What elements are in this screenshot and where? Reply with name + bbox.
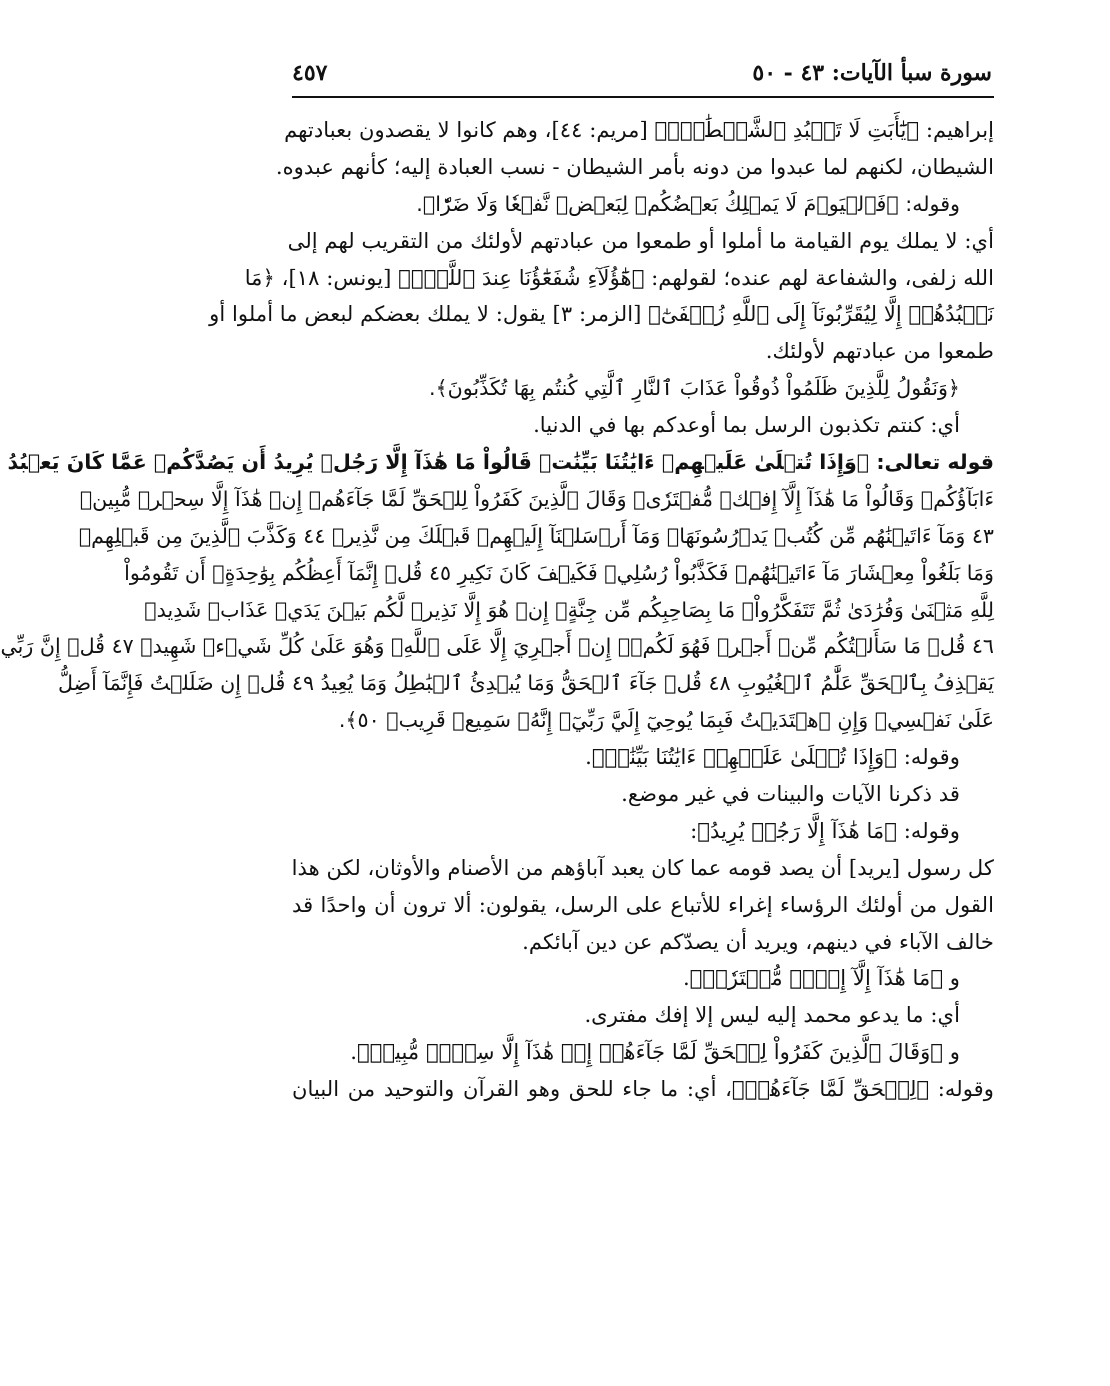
running-title: سورة سبأ الآيات: ٤٣ - ٥٠	[752, 60, 992, 86]
text-line: خالف الآباء في دينهم، ويريد أن يصدّكم عن دين آبائكم.	[522, 928, 994, 954]
text-line: ءَابَآؤُكُمۡ وَقَالُواْ مَا هَٰذَآ إِلَّآ إِفۡكٞ مُّفۡتَرٗىۚ وَقَالَ ٱلَّذِينَ كَفَرُواْ لِلۡحَقِّ لَمَّا جَآءَهُمۡ إِنۡ هَٰذَآ إِلَّا سِحۡرٞ مُّبِينٞ	[79, 486, 994, 511]
text-line: وقوله: ﴿فَٱلۡيَوۡمَ لَا يَمۡلِكُ بَعۡضُكُمۡ لِبَعۡضٖ نَّفۡعٗا وَلَا ضَرّٗا﴾.	[416, 191, 960, 216]
text-line: نَعۡبُدُهُمۡ إِلَّا لِيُقَرِّبُونَآ إِلَى ٱللَّهِ زُلۡفَىٰٓ﴾ [الزمر: ٣] يقول: لا يملك بعضكم لبعض ما أملوا أو	[209, 301, 994, 327]
text-line: وقوله: ﴿لِلۡحَقِّ لَمَّا جَآءَهُمۡ﴾، أي: ما جاء للحق وهو القرآن والتوحيد من البيان	[292, 1076, 994, 1102]
text-line: و ﴿وَقَالَ ٱلَّذِينَ كَفَرُواْ لِلۡحَقِّ لَمَّا جَآءَهُمۡ إِنۡ هَٰذَآ إِلَّا سِحۡرٞ مُّبِينٞ﴾.	[350, 1039, 960, 1065]
text-line: وقوله: ﴿وَإِذَا تُتۡلَىٰ عَلَيۡهِمۡ ءَايَٰتُنَا بَيِّنَٰتٖ﴾.	[585, 744, 960, 770]
page-number: ٤٥٧	[292, 60, 328, 86]
text-line: يَقۡذِفُ بِٱلۡحَقِّ عَلَّٰمُ ٱلۡغُيُوبِ ٤٨ قُلۡ جَآءَ ٱلۡحَقُّ وَمَا يُبۡدِئُ ٱلۡبَٰطِلُ وَمَا يُعِيدُ ٤٩ قُلۡ إِن ضَلَلۡتُ فَإِنَّمَآ أَضِلُّ	[57, 671, 994, 696]
text-line: كل رسول [يريد] أن يصد قومه عما كان يعبد آباؤهم من الأصنام والأوثان، لكن هذا	[291, 854, 994, 880]
text-line: وَمَا بَلَغُواْ مِعۡشَارَ مَآ ءَاتَيۡنَٰهُمۡ فَكَذَّبُواْ رُسُلِيۖ فَكَيۡفَ كَانَ نَكِيرِ ٤٥ قُلۡ إِنَّمَآ أَعِظُكُم بِوَٰحِدَةٍۖ أَن تَقُومُواْ	[124, 560, 994, 585]
text-line: قوله تعالى: ﴿وَإِذَا تُتۡلَىٰ عَلَيۡهِمۡ ءَايَٰتُنَا بَيِّنَٰتٖ قَالُواْ مَا هَٰذَآ إِلَّا رَجُلٞ يُرِيدُ أَن يَصُدَّكُمۡ عَمَّا كَانَ يَعۡبُدُ	[7, 450, 994, 475]
text-line: عَلَىٰ نَفۡسِيۖ وَإِنِ ٱهۡتَدَيۡتُ فَبِمَا يُوحِيٓ إِلَيَّ رَبِّيٓۚ إِنَّهُۥ سَمِيعٞ قَرِيبٞ ٥٠﴾.	[338, 708, 994, 733]
text-line: الشيطان، لكنهم لما عبدوا من دونه بأمر الشيطان - نسب العبادة إليه؛ كأنهم عبدوه.	[275, 153, 994, 179]
text-line: إبراهيم: ﴿يَٰٓأَبَتِ لَا تَعۡبُدِ ٱلشَّيۡطَٰنَۖ﴾ [مريم: ٤٤]، وهم كانوا لا يقصدون بعبادتهم	[284, 117, 994, 142]
header-rule	[292, 96, 994, 98]
text-line: لِلَّهِ مَثۡنَىٰ وَفُرَٰدَىٰ ثُمَّ تَتَفَكَّرُواْۚ مَا بِصَاحِبِكُم مِّن جِنَّةٍۚ إِنۡ هُوَ إِلَّا نَذِيرٞ لَّكُم بَيۡنَ يَدَيۡ عَذَابٖ شَدِيدٖ	[144, 597, 994, 622]
text-line: طمعوا من عبادتهم لأولئك.	[765, 338, 994, 364]
text-line: أي: كنتم تكذبون الرسل بما أوعدكم بها في الدنيا.	[533, 412, 960, 438]
text-line: ٤٦ قُلۡ مَا سَأَلۡتُكُم مِّنۡ أَجۡرٖ فَهُوَ لَكُمۡۖ إِنۡ أَجۡرِيَ إِلَّا عَلَى ٱللَّهِۖ وَهُوَ عَلَىٰ كُلِّ شَيۡءٖ شَهِيدٞ ٤٧ قُلۡ إِنَّ رَبِّي	[0, 634, 994, 659]
text-line: الله زلفى، والشفاعة لهم عنده؛ لقولهم: ﴿هَٰٓؤُلَآءِ شُفَعَٰٓؤُنَا عِندَ ٱللَّهِۚ﴾ [يونس: ١٨]، ﴿مَا	[244, 264, 994, 290]
page-header	[292, 58, 992, 98]
body-text	[0, 112, 994, 1108]
text-line: ﴿وَنَقُولُ لِلَّذِينَ ظَلَمُواْ ذُوقُواْ عَذَابَ ٱلنَّارِ ٱلَّتِي كُنتُم بِهَا تُكَذِّبُونَ﴾.	[429, 376, 960, 401]
text-line: ٤٣ وَمَآ ءَاتَيۡنَٰهُم مِّن كُتُبٖ يَدۡرُسُونَهَاۖ وَمَآ أَرۡسَلۡنَآ إِلَيۡهِمۡ قَبۡلَكَ مِن نَّذِيرٖ ٤٤ وَكَذَّبَ ٱلَّذِينَ مِن قَبۡلِهِمۡ	[78, 523, 994, 548]
text-line: و ﴿مَا هَٰذَآ إِلَّآ إِفۡكٞ مُّفۡتَرٗىۚ﴾.	[682, 965, 960, 991]
text-line: أي: لا يملك يوم القيامة ما أملوا أو طمعوا من عبادتهم لأولئك من التقريب لهم إلى	[287, 227, 994, 253]
text-line: أي: ما يدعو محمد إليه ليس إلا إفك مفترى.	[584, 1002, 960, 1028]
text-line: وقوله: ﴿مَا هَٰذَآ إِلَّا رَجُلٞ يُرِيدُ﴾:	[690, 817, 960, 843]
text-line: قد ذكرنا الآيات والبينات في غير موضع.	[621, 781, 960, 807]
text-line: القول من أولئك الرؤساء إغراء للأتباع على الرسل، يقولون: ألا ترون أن واحدًا قد	[292, 891, 994, 917]
